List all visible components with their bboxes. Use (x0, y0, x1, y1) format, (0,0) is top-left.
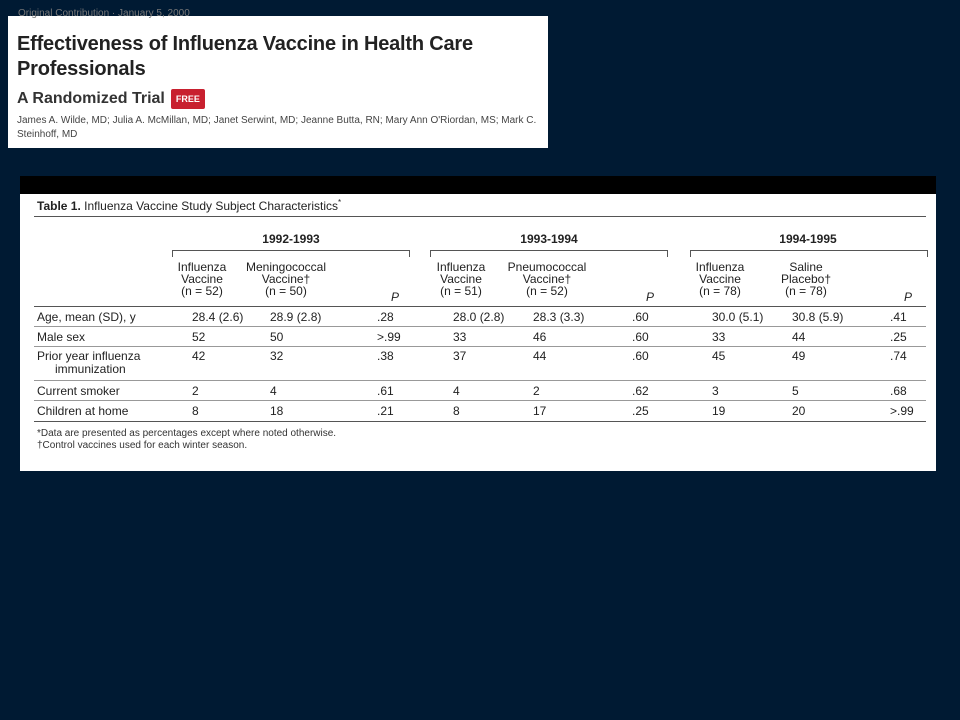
row-3-cell-7: 45 (712, 349, 726, 363)
row-1-cell-5: 28.3 (3.3) (533, 310, 585, 324)
footnote-2: †Control vaccines used for each winter season. (37, 440, 248, 451)
row-5-p-value-1: .21 (377, 404, 394, 418)
article-title: Effectiveness of Influenza Vaccine in Health Care Professionals (17, 33, 473, 80)
table-top-bar (20, 176, 936, 194)
group-6-header-line1: Saline (789, 260, 823, 274)
group-2-header-line3: (n = 50) (265, 284, 307, 298)
row-3-p-value-1: .38 (377, 349, 394, 363)
table-rule-top (34, 216, 926, 217)
group-2-header-line2: Vaccine† (261, 272, 311, 286)
row-1-cell-2: 28.9 (2.8) (270, 310, 322, 324)
row-2-cell-7: 33 (712, 330, 726, 344)
article-authors: James A. Wilde, MD; Julia A. McMillan, MD; Janet Serwint, MD; Jeanne Butta, RN; Mary Ann O'Riordan, MS; Mark C. Steinhoff, MD (17, 115, 537, 140)
table-panel (20, 176, 936, 471)
row-3-cell-2: 32 (270, 349, 284, 363)
table-caption (37, 198, 341, 213)
p-value-header-2: P (645, 290, 654, 304)
row-2-cell-2: 50 (270, 330, 284, 344)
row-3-cell-5: 44 (533, 349, 547, 363)
row-3-label-cont: immunization (55, 362, 126, 376)
group-1-header-line3: (n = 52) (181, 284, 223, 298)
row-4-p-value-3: .68 (890, 384, 907, 398)
row-4-cell-2: 4 (270, 384, 277, 398)
table-caption-label: Table 1. (37, 199, 81, 213)
row-separator-2 (34, 346, 926, 347)
p-value-header-1: P (390, 290, 399, 304)
row-2-p-value-2: .60 (632, 330, 649, 344)
table-caption-mark: * (338, 198, 342, 207)
row-2-label: Male sex (37, 330, 86, 344)
group-4-header-line2: Vaccine† (522, 272, 572, 286)
table-footnotes (37, 428, 336, 452)
group-2-header-line1: Meningococcal (245, 260, 327, 274)
row-5-cell-7: 19 (712, 404, 726, 418)
row-4-cell-5: 2 (533, 384, 540, 398)
row-5-cell-1: 8 (192, 404, 199, 418)
row-1-p-value-2: .60 (632, 310, 649, 324)
row-4-label: Current smoker (37, 384, 120, 398)
group-3-header-line2: Vaccine (440, 272, 482, 286)
group-6-header-line2: Placebo† (780, 272, 832, 286)
group-6-header-line3: (n = 78) (785, 284, 827, 298)
year-header-3: 1994-1995 (779, 232, 837, 246)
row-3-label: Prior year influenza (37, 349, 141, 363)
row-5-cell-4: 8 (453, 404, 460, 418)
row-5-cell-5: 17 (533, 404, 547, 418)
row-4-cell-1: 2 (192, 384, 199, 398)
table-rule-bottom (34, 421, 926, 422)
row-1-cell-1: 28.4 (2.6) (192, 310, 244, 324)
year-header-2: 1993-1994 (520, 232, 578, 246)
row-4-p-value-1: .61 (377, 384, 394, 398)
group-4-header-line3: (n = 52) (526, 284, 568, 298)
row-1-label: Age, mean (SD), y (37, 310, 136, 324)
row-1-cell-7: 30.0 (5.1) (712, 310, 764, 324)
row-2-cell-8: 44 (792, 330, 806, 344)
row-2-p-value-3: .25 (890, 330, 907, 344)
row-4-cell-7: 3 (712, 384, 719, 398)
row-5-p-value-3: >.99 (890, 404, 914, 418)
row-1-cell-4: 28.0 (2.8) (453, 310, 505, 324)
row-5-cell-2: 18 (270, 404, 284, 418)
row-3-cell-8: 49 (792, 349, 806, 363)
row-1-p-value-1: .28 (377, 310, 394, 324)
row-5-p-value-2: .25 (632, 404, 649, 418)
article-header-panel (8, 8, 548, 148)
row-1-cell-8: 30.8 (5.9) (792, 310, 844, 324)
row-separator-1 (34, 326, 926, 327)
group-5-header-line3: (n = 78) (699, 284, 741, 298)
row-3-p-value-3: .74 (890, 349, 907, 363)
row-4-cell-4: 4 (453, 384, 460, 398)
group-3-header-line1: Influenza (436, 260, 486, 274)
subtitle-row (17, 89, 205, 109)
group-5-header-line1: Influenza (695, 260, 745, 274)
article-topline: Original Contribution · January 5, 2000 (18, 8, 190, 19)
row-1-p-value-3: .41 (890, 310, 907, 324)
article-subtitle: A Randomized Trial (17, 90, 165, 107)
group-1-header-line1: Influenza (177, 260, 227, 274)
group-1-header-line2: Vaccine (181, 272, 223, 286)
row-2-cell-5: 46 (533, 330, 547, 344)
row-4-p-value-2: .62 (632, 384, 649, 398)
footnote-1: *Data are presented as percentages except where noted otherwise. (37, 428, 337, 439)
row-4-cell-8: 5 (792, 384, 799, 398)
row-separator-3 (34, 380, 926, 381)
row-2-cell-4: 33 (453, 330, 467, 344)
group-3-header-line3: (n = 51) (440, 284, 482, 298)
row-5-label: Children at home (37, 404, 129, 418)
row-separator-4 (34, 400, 926, 401)
row-3-p-value-2: .60 (632, 349, 649, 363)
table-caption-text: Influenza Vaccine Study Subject Characteristics (80, 199, 339, 213)
p-value-header-3: P (903, 290, 912, 304)
year-header-1: 1992-1993 (262, 232, 320, 246)
group-4-header-line1: Pneumococcal (507, 260, 587, 274)
year-bracket-2 (430, 250, 668, 257)
free-badge: FREE (171, 89, 205, 109)
row-3-cell-4: 37 (453, 349, 467, 363)
year-bracket-3 (690, 250, 928, 257)
row-2-p-value-1: >.99 (377, 330, 401, 344)
year-bracket-1 (172, 250, 410, 257)
row-2-cell-1: 52 (192, 330, 206, 344)
group-5-header-line2: Vaccine (699, 272, 741, 286)
row-5-cell-8: 20 (792, 404, 806, 418)
row-3-cell-1: 42 (192, 349, 206, 363)
table-rule-header (34, 306, 926, 307)
